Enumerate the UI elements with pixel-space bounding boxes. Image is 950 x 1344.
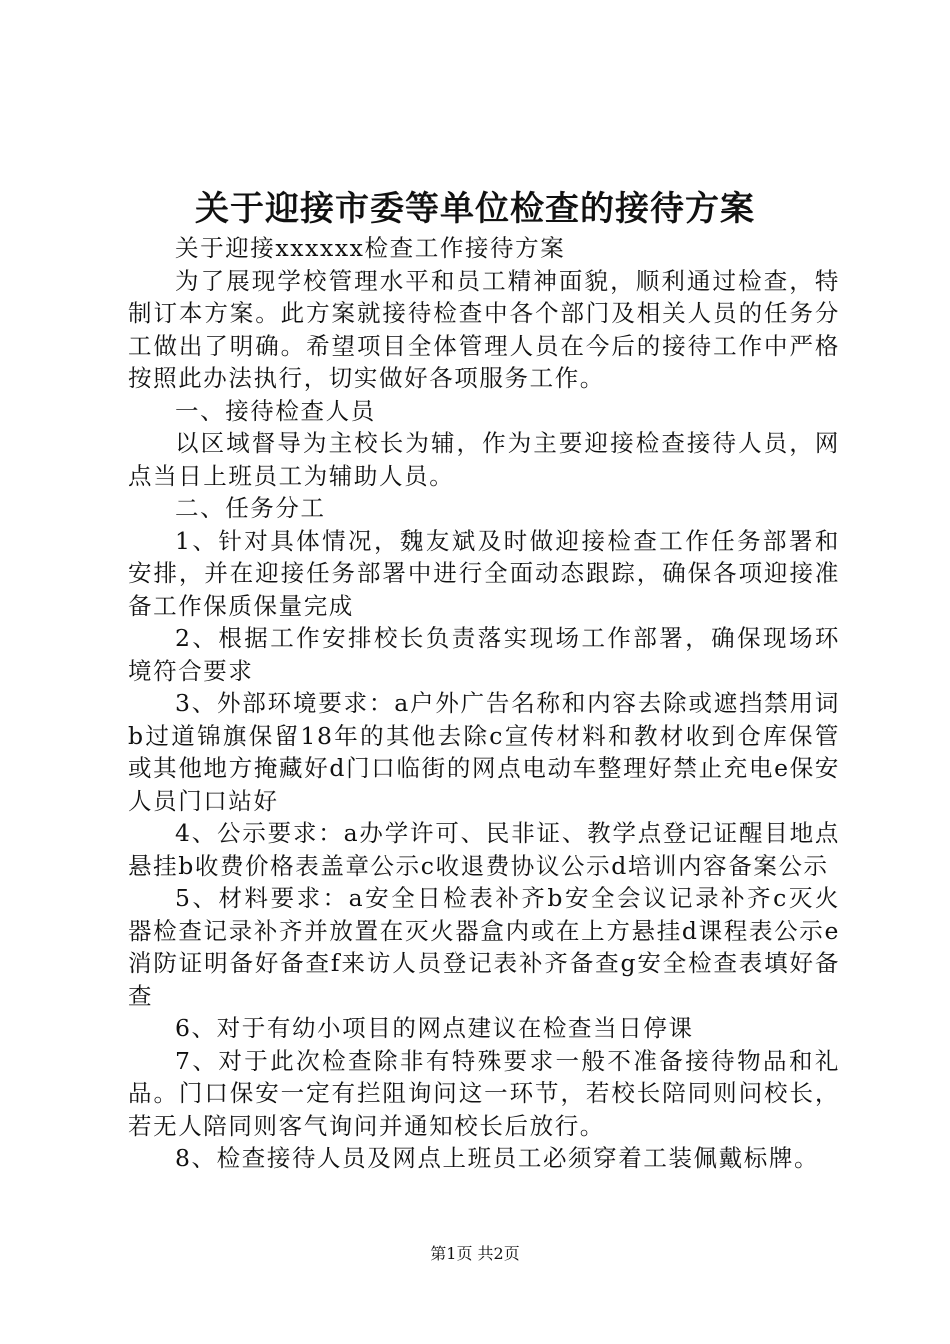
section-heading-staff: 一、接待检查人员 bbox=[175, 396, 376, 425]
paragraph-intro: 为了展现学校管理水平和员工精神面貌，顺利通过检查，特制订本方案。此方案就接待检查中各个部门及相关人员的任务分工做出了明确。希望项目全体管理人员在今后的接待工作中严格按照此办法执行，切实做好各项服务工作。 bbox=[128, 266, 840, 392]
document-title: 关于迎接市委等单位检查的接待方案 bbox=[195, 189, 755, 229]
task-item-8: 8、检查接待人员及网点上班员工必须穿着工装佩戴标牌。 bbox=[175, 1144, 820, 1172]
document-body bbox=[128, 232, 840, 1175]
task-item-6: 6、对于有幼小项目的网点建议在检查当日停课 bbox=[175, 1014, 694, 1042]
paragraph-staff: 以区域督导为主校长为辅，作为主要迎接检查接待人员，网点当日上班员工为辅助人员。 bbox=[128, 429, 840, 490]
task-item-4: 4、公示要求：a办学许可、民非证、教学点登记证醒目地点悬挂b收费价格表盖章公示c收退费协议公示d培训内容备案公示 bbox=[128, 819, 840, 880]
section-heading-tasks: 二、任务分工 bbox=[175, 494, 326, 522]
task-item-5: 5、材料要求：a安全日检表补齐b安全会议记录补齐c灭火器检查记录补齐并放置在灭火器盒内或在上方悬挂d课程表公示e消防证明备好备查f来访人员登记表补齐备查g安全检查表填好备查 bbox=[128, 884, 840, 1010]
task-item-1: 1、针对具体情况，魏友斌及时做迎接检查工作任务部署和安排，并在迎接任务部署中进行全面动态跟踪，确保各项迎接准备工作保质保量完成 bbox=[128, 526, 840, 620]
task-item-3: 3、外部环境要求：a户外广告名称和内容去除或遮挡禁用词b过道锦旗保留18年的其他去除c宣传材料和教材收到仓库保管或其他地方掩藏好d门口临街的网点电动车整理好禁止充电e保安人员门口站好 bbox=[128, 689, 840, 815]
page-number-footer: 第1页 共2页 bbox=[430, 1244, 520, 1263]
task-item-2: 2、根据工作安排校长负责落实现场工作部署，确保现场环境符合要求 bbox=[128, 624, 840, 685]
task-item-7: 7、对于此次检查除非有特殊要求一般不准备接待物品和礼品。门口保安一定有拦阻询问这一环节，若校长陪同则问校长，若无人陪同则客气询问并通知校长后放行。 bbox=[128, 1046, 840, 1140]
paragraph-heading-line: 关于迎接xxxxxx检查工作接待方案 bbox=[175, 234, 566, 262]
